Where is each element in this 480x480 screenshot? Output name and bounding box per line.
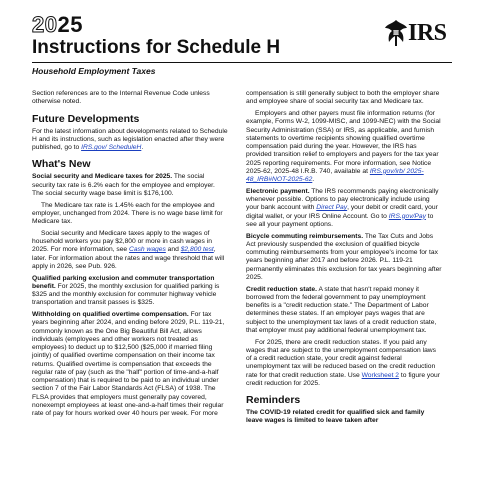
bicycle-paragraph: Bicycle commuting reimbursements. The Tax Cuts and Jobs Act previously suspended the exclusion of qualified bicycle commuting reimbursements from your employee's income for tax years beginning after 2017 and before 2026. P.L. 119-21 permanently eliminates this exclusion for tax years beginning after 2025.: [246, 232, 442, 281]
header-rule: [32, 62, 452, 63]
bicycle-lead: Bicycle commuting reimbursements.: [246, 232, 364, 240]
schedule-h-link[interactable]: IRS.gov/ ScheduleH: [81, 144, 142, 151]
cash-wages-link[interactable]: Cash wages: [129, 246, 166, 254]
overtime-lead: Withholding on qualified overtime compensation.: [32, 311, 189, 318]
irs-logo: [384, 16, 452, 50]
ss-lead: Social security and Medicare taxes for 2025.: [32, 173, 173, 181]
notice-2025-62-link[interactable]: IRS.gov/irb/ 2025-48_IRB#NOT-2025-62: [246, 167, 424, 183]
future-paragraph: For the latest information about developments related to Schedule H and its instructions, such as legislation enacted after they were published, go to IRS.gov/ ScheduleH.: [32, 127, 228, 151]
credit-reduction-paragraph: Credit reduction state. A state that hasn't repaid money it borrowed from the federal government to pay unemployment benefits is a "credit reduction state." The Department of Labor determines these states. If an employer pays wages that are subject to the unemployment tax laws of a credit reduction state, that employer must pay additional federal unemployment tax.: [246, 285, 437, 334]
test-2800-link[interactable]: $2,800 test: [180, 246, 214, 254]
irs-pay-link[interactable]: IRS.gov/Pay: [388, 212, 426, 220]
worksheet-2-link[interactable]: Worksheet 2: [361, 371, 400, 379]
page-title: Instructions for Schedule H: [32, 37, 281, 58]
continued-paragraph: compensation is still generally subject to both the employer share and employee share of social security tax and Medicare tax.: [246, 90, 440, 106]
eagle-icon: [384, 18, 408, 48]
credit-reduction-2025-paragraph: For 2025, there are credit reduction states. If you paid any wages that are subject to the unemployment compensation laws of a credit reduction state, your credit against federal unemployment tax will be reduced based on the credit reduction rate for that credit reduction state. Use Worksheet 2 to figure your credit reduction for 2025.: [246, 338, 440, 387]
overtime-paragraph: Withholding on qualified overtime compensation. For tax years beginning after 2024, and ending before 2029, P.L. 119-21, commonly known as the One Big Beautiful Bill Act, allows individuals (employees and other workers not treated as employees) to deduct up to $12,500 ($25,000 if married filing jointly) of qualified overtime compensation on their income tax returns. Qualified overtime is compensation that exceeds the regular rate of pay (such as the "half" portion of time-and-a-half compensation) that is required to be paid to an individual under section 7 of the Fair Labor Standards Act (FLSA) of 1938. The FLSA provides that employers must generally pay covered, nonexempt employees at least one-and-a-half times their regular rate of pay for hours worked over 40 hours per week. For more: [32, 311, 225, 417]
household-paragraph: Social security and Medicare taxes apply to the wages of household workers you pay $2,800 or more in cash wages in 2025. For more information, see Cash wages and $2,800 test, later. For information about the rates and wage threshold that will apply in 2026, see Pub. 926.: [32, 229, 225, 270]
right-column: [246, 90, 442, 429]
ss-paragraph: Social security and Medicare taxes for 2025. The social security tax rate is 6.2% each for the employee and employer. The social security wage base limit is $176,100.: [32, 173, 215, 197]
parking-lead: Qualified parking exclusion and commuter transportation benefit.: [32, 274, 215, 290]
direct-pay-link[interactable]: Direct Pay: [316, 204, 348, 212]
payment-paragraph: Electronic payment. The IRS recommends paying electronically whenever possible. Options to pay electronically include using your bank account with Direct Pay, your debit or credit card, your digital wallet, or your IRS Online Account. Go to IRS.gov/Pay to see all your payment options.: [246, 187, 439, 228]
heading-whats-new: What's New: [32, 158, 91, 171]
tax-year: [32, 14, 83, 36]
covid-paragraph: The COVID-19 related credit for qualified sick and family leave wages is limited to leave taken after: [246, 409, 425, 425]
irs-logo-text: IRS: [408, 20, 447, 46]
tax-year-suffix: 25: [57, 12, 83, 37]
credit-lead: Credit reduction state.: [246, 285, 317, 293]
payment-lead: Electronic payment.: [246, 187, 310, 195]
page-subtitle: Household Employment Taxes: [32, 66, 156, 76]
medicare-paragraph: The Medicare tax rate is 1.45% each for the employee and employer, unchanged from 2024. There is no wage base limit for Medicare tax.: [32, 201, 223, 225]
parking-paragraph: Qualified parking exclusion and commuter transportation benefit. For 2025, the monthly exclusion for qualified parking is $325 and the monthly exclusion for commuter highway vehicle transportation and transit passes is $325.: [32, 274, 220, 307]
tax-year-prefix: 20: [32, 12, 58, 37]
heading-reminders: Reminders: [246, 394, 301, 406]
heading-future-developments: Future Developments: [32, 112, 140, 125]
left-column: [32, 90, 228, 422]
intro-paragraph: Section references are to the Internal Revenue Code unless otherwise noted.: [32, 90, 210, 106]
employers-paragraph: Employers and other payers must file information returns (for example, Forms W-2, 1099-MISC, and 1099-NEC) with the Social Security Administration (SSA) or IRS, as applicable, and furnish statements to overtime recipients showing qualified overtime compensation paid during the year. However, the IRS has provided transition relief to employers and payers for the tax year 2025 reporting requirements. For more information, see Notice 2025-62, 2025-48 I.R.B. 740, available at IRS.gov/irb/ 2025-48_IRB#NOT-2025-62.: [246, 110, 441, 183]
document-header: [32, 14, 452, 84]
